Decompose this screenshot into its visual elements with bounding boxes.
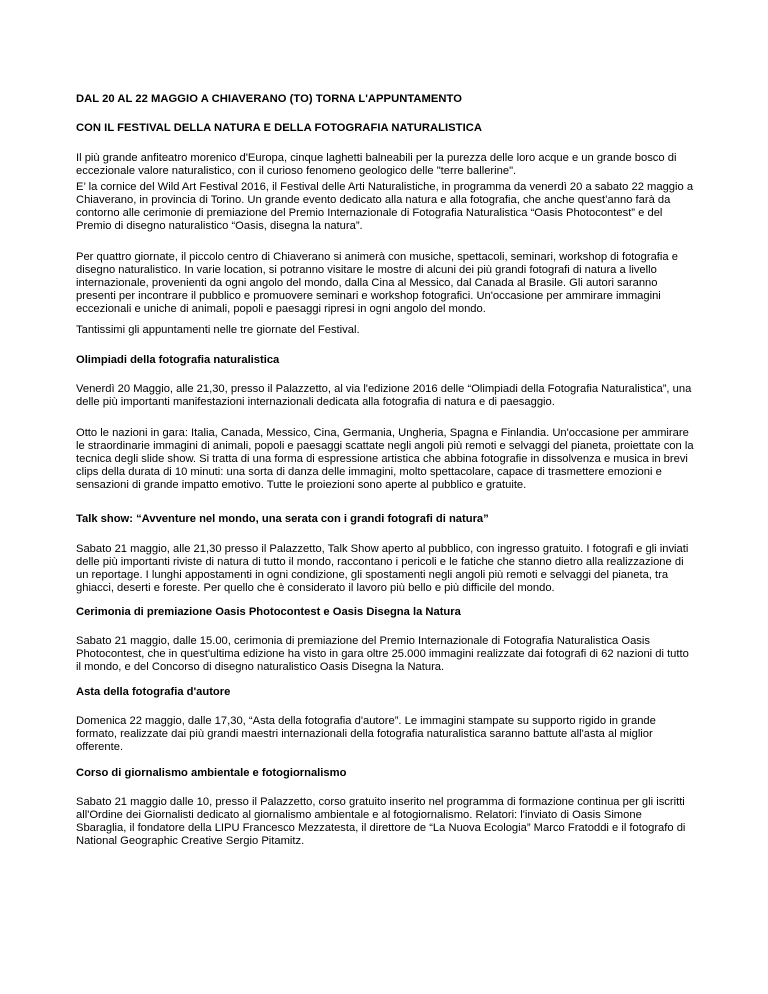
section-paragraph-asta: Domenica 22 maggio, dalle 17,30, “Asta della fotografia d'autore”. Le immagini stampate su supporto rigido in grande formato, realizzate dai più grandi maestri internazionali della fotografia naturalistica saranno battute all'asta al miglior offerente.: [76, 715, 656, 753]
intro-paragraph: Il più grande anfiteatro morenico d'Europa, cinque laghetti balneabili per la purezza delle loro acque e un grande bosco di eccezionale valore naturalistico, con il curioso fenomeno geologico delle "terre ballerine".: [76, 152, 677, 177]
paragraph-four-days: Per quattro giornate, il piccolo centro di Chiaverano si animerà con musiche, spettacoli, seminari, workshop di fotografia e disegno naturalistico. In varie location, si potranno visitare le mostre di alcuni dei più grandi fotografi di natura a livello internazionale, provenienti da ogni angolo del mondo, dalla Cina al Messico, dal Canada al Brasile. Gli autori saranno presenti per incontrare il pubblico e promuovere seminari e workshop fotografici. Un'occasione per ammirare immagini eccezionali e uniche di animali, popoli e paesaggi ripresi in ogni angolo del mondo.: [76, 251, 678, 315]
section-heading-olimpiadi: Olimpiadi della fotografia naturalistica: [76, 354, 280, 366]
section-paragraph-olimpiadi-1: Venerdì 20 Maggio, alle 21,30, presso il Palazzetto, al via l'edizione 2016 delle “Olimpiadi della Fotografia Naturalistica”, una delle più importanti manifestazioni internazionali dedicata alla fotografia di natura e di paesaggio.: [76, 383, 692, 408]
section-paragraph-corso: Sabato 21 maggio dalle 10, presso il Palazzetto, corso gratuito inserito nel programma di formazione continua per gli iscritti all'Ordine dei Giornalisti dedicato al giornalismo ambientale e al fotogiornalismo. Relatori: l'inviato di Oasis Simone Sbaraglia, il fondatore della LIPU Francesco Mezzatesta, il direttore de “La Nuova Ecologia” Marco Fratoddi e il fotografo di National Geographic Creative Sergio Pitamitz.: [76, 796, 686, 847]
section-paragraph-olimpiadi-2: Otto le nazioni in gara: Italia, Canada, Messico, Cina, Germania, Ungheria, Spagna e Finlandia. Un'occasione per ammirare le straordinarie immagini di animali, popoli e paesaggi scattate negli angoli più remoti e selvaggi del pianeta, proiettate con la tecnica degli slide show. Si tratta di una forma di espressione artistica che abbina fotografie in dissolvenza e musica in brevi clips della durata di 10 minuti: una sorta di danza delle immagini, molto spettacolare, capace di trasmettere emozioni e sensazioni di grande impatto emotivo. Tutte le proiezioni sono aperte al pubblico e gratuite.: [76, 427, 694, 491]
section-heading-talk-show: Talk show: “Avventure nel mondo, una serata con i grandi fotografi di natura”: [76, 513, 489, 525]
paragraph-wild-art-festival: E’ la cornice del Wild Art Festival 2016, il Festival delle Arti Naturalistiche, in programma da venerdì 20 a sabato 22 maggio a Chiaverano, in provincia di Torino. Un grande evento dedicato alla natura e alla fotografia, che anche quest’anno farà da contorno alle cerimonie di premiazione del Premio Internazionale di Fotografia Naturalistica “Oasis Photocontest” e del Premio di disegno naturalistico “Oasis, disegna la natura”.: [76, 181, 694, 232]
section-paragraph-talk-show: Sabato 21 maggio, alle 21,30 presso il Palazzetto, Talk Show aperto al pubblico, con ingresso gratuito. I fotografi e gli inviati delle più importanti riviste di natura di tutto il mondo, raccontano i pericoli e le fatiche che stanno dietro alla realizzazione di un reportage. I lunghi appostamenti in ogni condizione, gli spostamenti negli angoli più remoti e selvaggi del pianeta, tra ghiacci, deserti e foreste. Per quello che è considerato il lavoro più bello e più difficile del mondo.: [76, 543, 689, 594]
section-heading-corso: Corso di giornalismo ambientale e fotogiornalismo: [76, 767, 347, 779]
document-title-line-2: CON IL FESTIVAL DELLA NATURA E DELLA FOTOGRAFIA NATURALISTICA: [76, 122, 482, 134]
document-title-line-1: DAL 20 AL 22 MAGGIO A CHIAVERANO (TO) TORNA L'APPUNTAMENTO: [76, 93, 462, 105]
section-heading-cerimonia: Cerimonia di premiazione Oasis Photocontest e Oasis Disegna la Natura: [76, 606, 461, 618]
paragraph-appointments: Tantissimi gli appuntamenti nelle tre giornate del Festival.: [76, 324, 360, 336]
section-paragraph-cerimonia: Sabato 21 maggio, dalle 15.00, cerimonia di premiazione del Premio Internazionale di Fotografia Naturalistica Oasis Photocontest, che in quest'ultima edizione ha visto in gara oltre 25.000 immagini realizzate dai fotografi di 62 nazioni di tutto il mondo, e del Concorso di disegno naturalistico Oasis Disegna la Natura.: [76, 635, 689, 673]
section-heading-asta: Asta della fotografia d'autore: [76, 686, 231, 698]
